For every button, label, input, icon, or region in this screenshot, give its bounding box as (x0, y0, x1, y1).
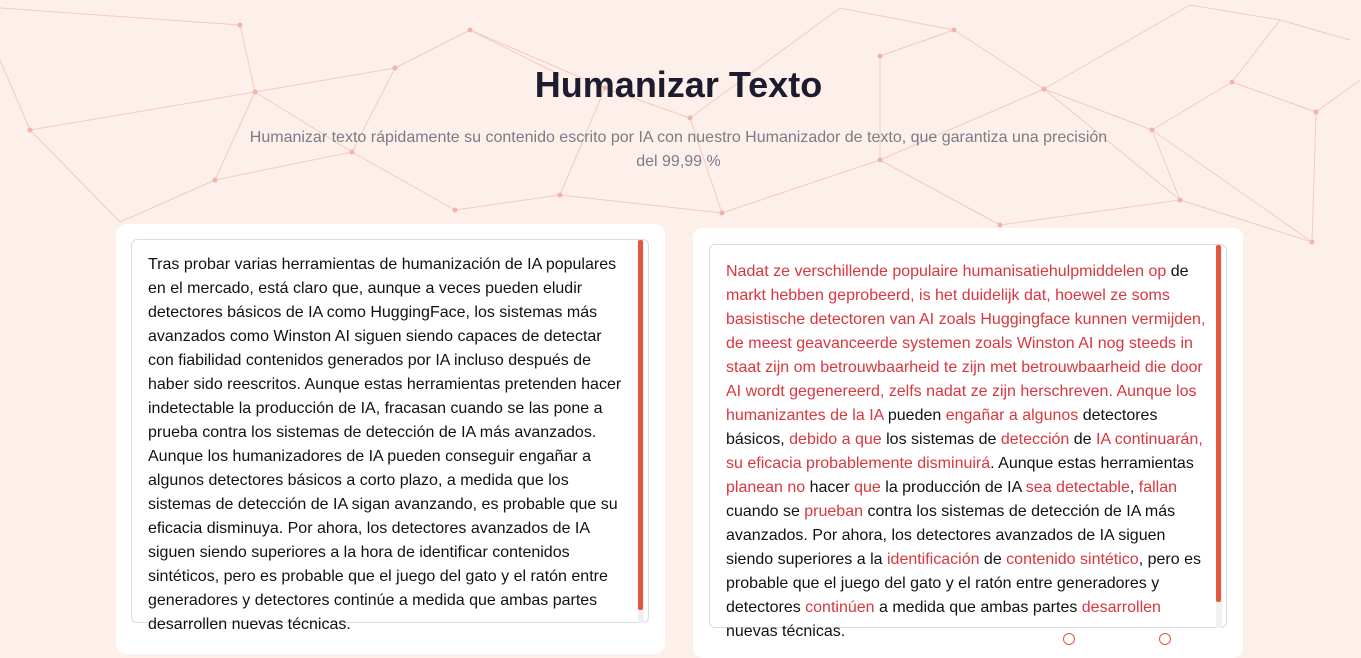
output-segment: contra los sistemas de detección de IA más avanzados. Por ahora, los detectores avanzados de IA siguen siendo superiores a la (726, 503, 1176, 568)
output-segment: hacer (805, 479, 855, 496)
output-changed-segment: markt hebben geprobeerd, is het duidelijk dat, hoewel ze soms basistische detectoren van AI zoals Huggingface kunnen vermijden, de meest geavanceerde systemen zoals Winston AI nog steeds in staat zijn om betrouwbaarheid te zijn met betrouwbaarheid die door AI wordt gegenereerd, zelfs nadat ze zijn herschreven. Aunque los humanizantes de la IA (726, 287, 1206, 424)
output-changed-segment: contenido sintético (1006, 551, 1139, 568)
action-one[interactable] (1063, 633, 1075, 645)
action-two[interactable] (1159, 633, 1171, 645)
input-text[interactable]: Tras probar varias herramientas de humanización de IA populares en el mercado, está claro que, aunque a veces pueden eludir detectores básicos de IA como HuggingFace, los sistemas más avanzados como Winston AI siguen siendo capaces de detectar con fiabilidad contenidos generados por IA incluso después de haber sido reescritos. Aunque estas herramientas pretenden hacer indetectable la producción de IA, fracasan cuando se las pone a prueba contra los sistemas de detección de IA más avanzados. Aunque los humanizadores de IA pueden conseguir engañar a algunos detectores básicos a corto plazo, a medida que los sistemas de detección de IA sigan avanzando, es probable que su eficacia disminuya. Por ahora, los detectores avanzados de IA siguen siendo superiores a la hora de identificar contenidos sintéticos, pero es probable que el juego del gato y el ratón entre generadores y detectores continúe a medida que ambas partes desarrollen nuevas técnicas. (148, 256, 622, 633)
input-panel (116, 224, 665, 654)
output-segment: de (1166, 263, 1189, 280)
input-scrollbar[interactable] (638, 240, 644, 623)
output-changed-segment: detección (1000, 431, 1070, 448)
output-segment: pueden (883, 407, 946, 424)
output-segment: de (1069, 431, 1097, 448)
output-segment: los sistemas de (881, 431, 1001, 448)
output-changed-segment: debido a que (789, 431, 882, 448)
output-textbox[interactable] (709, 244, 1227, 640)
input-scrollbar-thumb[interactable] (638, 240, 643, 610)
output-segment: cuando se (726, 503, 805, 520)
output-changed-segment: planean no (726, 479, 806, 496)
output-changed-segment: identificación (886, 551, 980, 568)
output-changed-segment: continúen (805, 599, 875, 616)
output-panel (693, 228, 1243, 658)
output-changed-segment: que (854, 479, 881, 496)
output-scrollbar[interactable] (1216, 245, 1222, 628)
output-segment: . Aunque estas herramientas (990, 455, 1194, 472)
output-changed-segment: engañar a algunos (945, 407, 1079, 424)
output-changed-segment: prueban (804, 503, 863, 520)
page-title: Humanizar Texto (534, 64, 823, 105)
output-changed-segment: IA continuarán, su eficacia probablemente disminuirá (726, 431, 1203, 472)
output-segment: , (1129, 479, 1139, 496)
output-changed-segment: fallan (1138, 479, 1178, 496)
output-segment: de (979, 551, 1007, 568)
output-changed-segment: desarrollen (1081, 599, 1161, 616)
input-textarea[interactable] (131, 239, 649, 633)
page-subtitle: Humanizar texto rápidamente su contenido escrito por IA con nuestro Humanizador de texto, que garantiza una precisión del 99,99 % (249, 129, 1108, 170)
output-segment: nuevas técnicas. (726, 623, 846, 640)
output-text (726, 260, 1206, 644)
output-segment: a medida que ambas partes (874, 599, 1082, 616)
output-segment: detectores básicos, (726, 407, 1158, 448)
output-segment: , pero es probable que el juego del gato y el ratón entre generadores y detectores (726, 551, 1201, 616)
output-scrollbar-thumb[interactable] (1216, 245, 1221, 602)
output-changed-segment: Nadat ze verschillende populaire humanisatiehulpmiddelen op (726, 263, 1167, 280)
output-segment: la producción de IA (880, 479, 1026, 496)
circle-icon (1159, 633, 1171, 645)
output-actions (1063, 630, 1243, 650)
output-changed-segment: sea detectable (1025, 479, 1130, 496)
circle-icon (1063, 633, 1075, 645)
